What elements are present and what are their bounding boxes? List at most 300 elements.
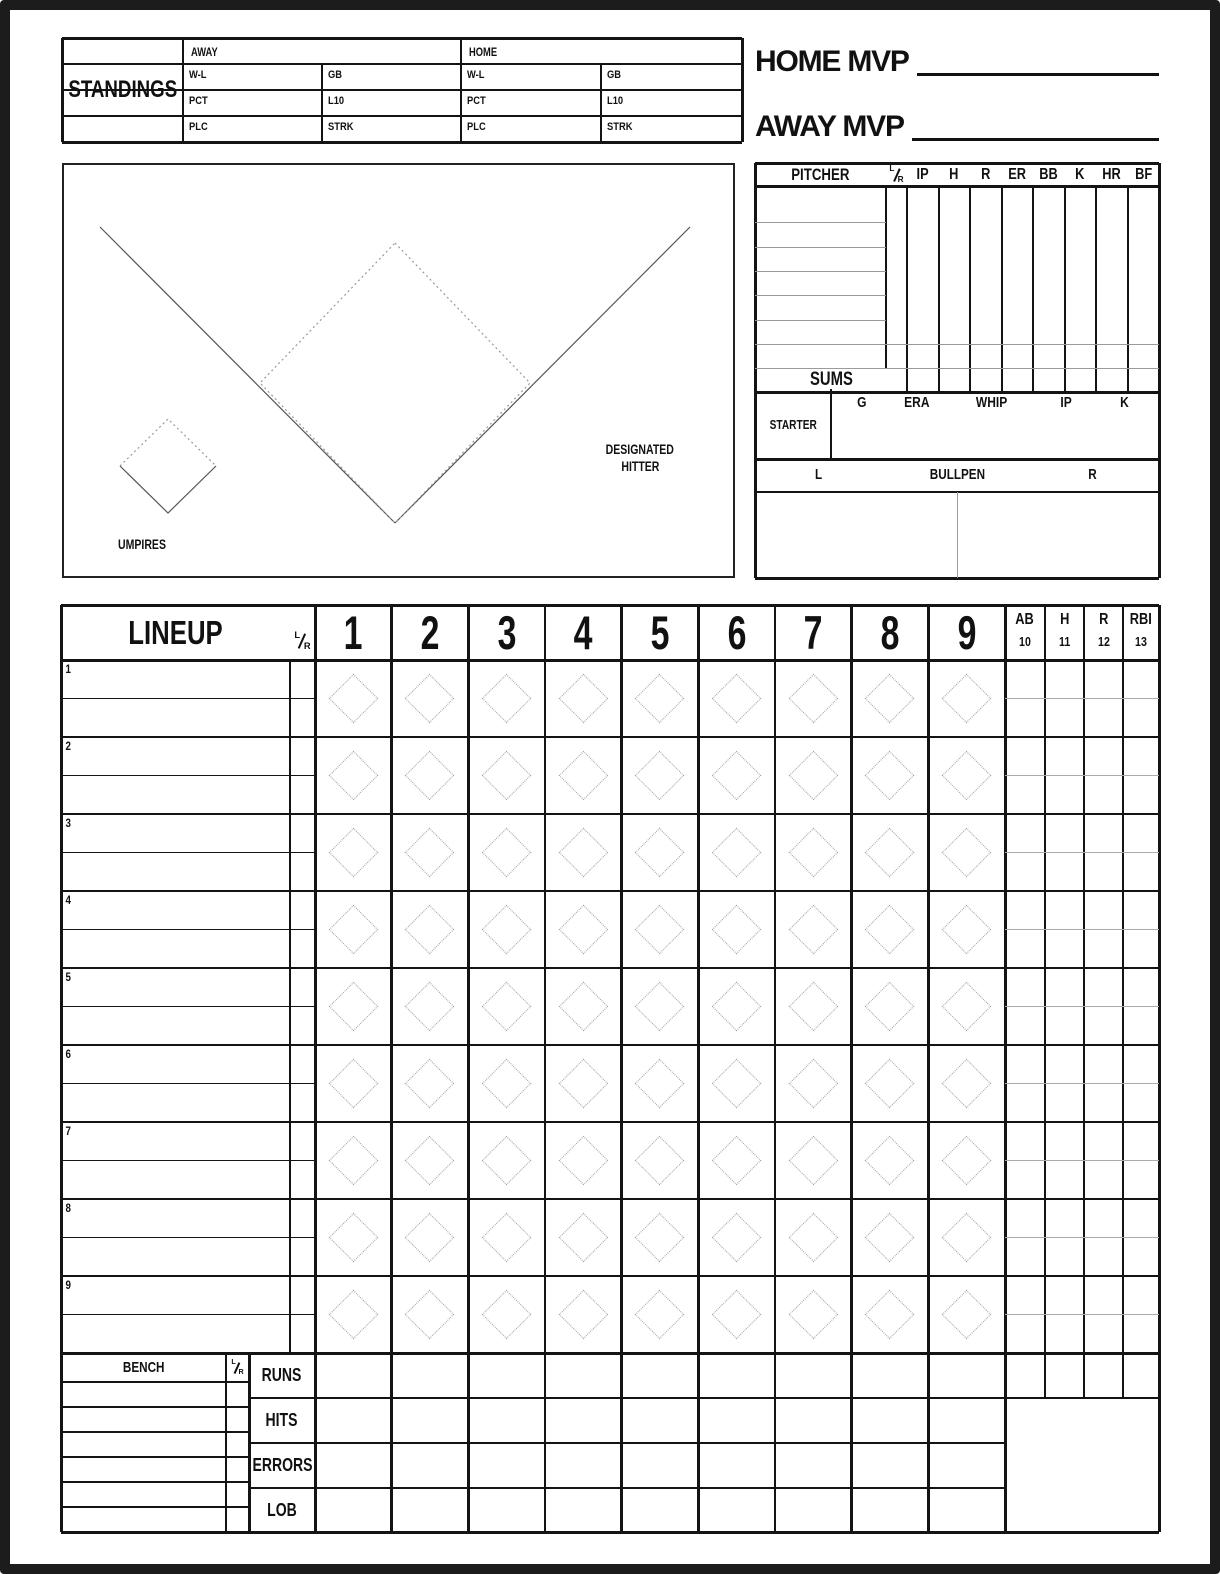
inning-cell[interactable]: [854, 739, 927, 812]
grid-line: [61, 1121, 1159, 1124]
grid-line: [1158, 605, 1161, 1353]
stat-cell-top[interactable]: [1006, 1278, 1044, 1313]
inning-cell[interactable]: [394, 893, 467, 966]
grid-line: [61, 775, 315, 777]
hits-cell[interactable]: [777, 1400, 850, 1441]
player-name-cell[interactable]: [63, 1201, 288, 1236]
stat-cell-top[interactable]: [1006, 970, 1044, 1005]
inning-cell[interactable]: [930, 739, 1003, 812]
lr-cell-bottom[interactable]: [291, 701, 314, 736]
player-name-cell[interactable]: [63, 1124, 288, 1159]
scoring-diamond: [635, 905, 684, 954]
stat-cell-bottom[interactable]: [1085, 1240, 1122, 1275]
stat-cell-bottom[interactable]: [1006, 932, 1044, 967]
inning-cell[interactable]: [930, 1278, 1003, 1351]
inning-cell[interactable]: [930, 1201, 1003, 1274]
lr-cell-bottom[interactable]: [291, 855, 314, 890]
bench-lr-cell[interactable]: [227, 1458, 248, 1481]
stat-cell-bottom[interactable]: [1006, 1086, 1044, 1121]
inning-cell[interactable]: [394, 970, 467, 1043]
lr-cell-bottom[interactable]: [291, 1086, 314, 1121]
inning-cell[interactable]: [624, 816, 697, 889]
bench-row[interactable]: [63, 1458, 224, 1481]
substitute-cell[interactable]: [63, 1240, 288, 1275]
inning-cell[interactable]: [700, 739, 773, 812]
scoring-diamond: [482, 982, 531, 1031]
standings-cell-label-text: GB: [607, 69, 622, 81]
inning-cell[interactable]: [854, 1124, 927, 1197]
stat-cell-top[interactable]: [1085, 816, 1122, 851]
player-name-cell[interactable]: [63, 662, 288, 697]
inning-cell[interactable]: [317, 662, 390, 735]
home-label: HOME: [469, 45, 498, 59]
inning-cell[interactable]: [470, 1124, 543, 1197]
hits-cell[interactable]: [394, 1400, 467, 1441]
bench-row[interactable]: [63, 1508, 224, 1531]
pitcher-lr-column[interactable]: [887, 187, 906, 367]
sums-cell[interactable]: [908, 369, 938, 390]
inning-cell[interactable]: [547, 1201, 620, 1274]
pitcher-stat-column[interactable]: [1066, 187, 1096, 367]
stat-cell-top[interactable]: [1046, 1201, 1083, 1236]
pitcher-stat-column[interactable]: [1003, 187, 1033, 367]
bullpen-left-area[interactable]: [757, 494, 955, 575]
errors-cell[interactable]: [547, 1445, 620, 1486]
pitcher-name-cell[interactable]: [757, 272, 884, 294]
inning-cell[interactable]: [317, 893, 390, 966]
inning-cell[interactable]: [700, 816, 773, 889]
hits-cell[interactable]: [700, 1400, 773, 1441]
inning-cell[interactable]: [317, 816, 390, 889]
stat-cell-bottom[interactable]: [1006, 1317, 1044, 1352]
bench-lr-cell[interactable]: [227, 1483, 248, 1506]
stat-cell-bottom[interactable]: [1046, 1240, 1083, 1275]
stat-cell-top[interactable]: [1124, 893, 1158, 928]
away-mvp-line[interactable]: [912, 104, 1159, 141]
errors-cell[interactable]: [700, 1445, 773, 1486]
stat-cell-bottom[interactable]: [1124, 1317, 1158, 1352]
stat-col-number-text: 13: [1135, 635, 1147, 649]
pitcher-name-cell[interactable]: [757, 321, 884, 344]
inning-cell[interactable]: [547, 816, 620, 889]
runs-cell[interactable]: [777, 1355, 850, 1396]
stat-cell-bottom[interactable]: [1085, 932, 1122, 967]
sums-cell[interactable]: [971, 369, 1001, 390]
stat-total-cell[interactable]: [1124, 1355, 1158, 1396]
substitute-cell[interactable]: [63, 1086, 288, 1121]
hits-cell[interactable]: [930, 1400, 1003, 1441]
stat-total-cell[interactable]: [1006, 1355, 1044, 1396]
lr-cell-top[interactable]: [291, 1278, 314, 1313]
stat-cell-top[interactable]: [1006, 893, 1044, 928]
stat-cell-top[interactable]: [1124, 970, 1158, 1005]
inning-header-text: 9: [957, 606, 977, 659]
inning-cell[interactable]: [317, 1201, 390, 1274]
stat-cell-top[interactable]: [1124, 1278, 1158, 1313]
inning-cell[interactable]: [547, 893, 620, 966]
bench-row[interactable]: [63, 1483, 224, 1506]
sums-cell[interactable]: [1129, 369, 1159, 390]
substitute-cell[interactable]: [63, 778, 288, 813]
scoring-diamond: [789, 828, 838, 877]
stat-cell-bottom[interactable]: [1006, 1240, 1044, 1275]
inning-cell[interactable]: [624, 893, 697, 966]
player-name-cell[interactable]: [63, 816, 288, 851]
lob-cell[interactable]: [624, 1490, 697, 1530]
runs-cell[interactable]: [394, 1355, 467, 1396]
lr-cell-top[interactable]: [291, 662, 314, 697]
hits-cell[interactable]: [317, 1400, 390, 1441]
stat-cell-bottom[interactable]: [1006, 855, 1044, 890]
grid-line: [61, 813, 1159, 816]
runs-cell[interactable]: [624, 1355, 697, 1396]
home-mvp-line[interactable]: [917, 39, 1159, 76]
inning-cell[interactable]: [624, 1201, 697, 1274]
bench-lr-cell[interactable]: [227, 1433, 248, 1456]
sums-cell[interactable]: [1097, 369, 1127, 390]
stat-cell-top[interactable]: [1124, 739, 1158, 774]
inning-cell[interactable]: [547, 739, 620, 812]
inning-cell[interactable]: [317, 1047, 390, 1120]
lr-cell-top[interactable]: [291, 816, 314, 851]
batter-number-text: 9: [65, 1280, 71, 1292]
pitcher-name-cell[interactable]: [757, 346, 884, 368]
stat-cell-bottom[interactable]: [1124, 778, 1158, 813]
lob-cell[interactable]: [777, 1490, 850, 1530]
grid-line: [314, 605, 317, 1353]
bench-row[interactable]: [63, 1433, 224, 1456]
stat-cell-top[interactable]: [1006, 1124, 1044, 1159]
stat-cell-top[interactable]: [1085, 1124, 1122, 1159]
inning-cell[interactable]: [777, 739, 850, 812]
lob-cell[interactable]: [930, 1490, 1003, 1530]
inning-cell[interactable]: [854, 970, 927, 1043]
pitcher-name-cell[interactable]: [757, 296, 884, 319]
stat-cell-bottom[interactable]: [1085, 1086, 1122, 1121]
stat-cell-top[interactable]: [1124, 1047, 1158, 1082]
stat-cell-bottom[interactable]: [1046, 855, 1083, 890]
inning-cell[interactable]: [394, 1047, 467, 1120]
inning-cell[interactable]: [700, 1278, 773, 1351]
stat-cell-bottom[interactable]: [1085, 855, 1122, 890]
inning-cell[interactable]: [470, 816, 543, 889]
inning-cell[interactable]: [700, 1124, 773, 1197]
inning-cell[interactable]: [624, 1278, 697, 1351]
substitute-cell[interactable]: [63, 1163, 288, 1198]
inning-cell[interactable]: [394, 816, 467, 889]
starter-stats-area[interactable]: [833, 413, 1157, 456]
runs-cell[interactable]: [930, 1355, 1003, 1396]
pitcher-name-cell[interactable]: [757, 223, 884, 246]
lob-cell[interactable]: [394, 1490, 467, 1530]
stat-cell-bottom[interactable]: [1124, 855, 1158, 890]
grid-line: [1083, 1353, 1085, 1398]
inning-cell[interactable]: [777, 1124, 850, 1197]
hits-cell[interactable]: [547, 1400, 620, 1441]
stat-cell-top[interactable]: [1046, 816, 1083, 851]
sums-cell[interactable]: [1066, 369, 1096, 390]
pitcher-stat-column[interactable]: [1129, 187, 1159, 367]
inning-cell[interactable]: [547, 970, 620, 1043]
stat-cell-bottom[interactable]: [1085, 701, 1122, 736]
inning-header: [852, 605, 929, 660]
stat-cell-bottom[interactable]: [1046, 1163, 1083, 1198]
stat-cell-top[interactable]: [1006, 1047, 1044, 1082]
stat-cell-top[interactable]: [1046, 739, 1083, 774]
hits-cell[interactable]: [470, 1400, 543, 1441]
stat-cell-top[interactable]: [1006, 816, 1044, 851]
substitute-cell[interactable]: [63, 932, 288, 967]
inning-cell[interactable]: [930, 1124, 1003, 1197]
scoring-diamond: [405, 828, 454, 877]
inning-cell[interactable]: [854, 1278, 927, 1351]
inning-cell[interactable]: [470, 1278, 543, 1351]
player-name-cell[interactable]: [63, 970, 288, 1005]
standings-home-header: [469, 43, 505, 61]
substitute-cell[interactable]: [63, 1009, 288, 1044]
lob-cell[interactable]: [470, 1490, 543, 1530]
stat-cell-top[interactable]: [1006, 662, 1044, 697]
stat-cell-top[interactable]: [1124, 816, 1158, 851]
lr-cell-bottom[interactable]: [291, 932, 314, 967]
pitcher-name-cell[interactable]: [757, 187, 884, 221]
stat-cell-bottom[interactable]: [1046, 1009, 1083, 1044]
bench-lr-cell[interactable]: [227, 1383, 248, 1406]
lr-cell-bottom[interactable]: [291, 1240, 314, 1275]
inning-cell[interactable]: [777, 893, 850, 966]
stat-cell-bottom[interactable]: [1046, 1086, 1083, 1121]
inning-cell[interactable]: [777, 662, 850, 735]
stat-cell-top[interactable]: [1085, 1047, 1122, 1082]
inning-cell[interactable]: [930, 816, 1003, 889]
errors-cell[interactable]: [394, 1445, 467, 1486]
stat-cell-bottom[interactable]: [1085, 1009, 1122, 1044]
inning-cell[interactable]: [470, 1201, 543, 1274]
inning-cell[interactable]: [547, 1278, 620, 1351]
runs-cell[interactable]: [854, 1355, 927, 1396]
inning-cell[interactable]: [930, 1047, 1003, 1120]
inning-cell[interactable]: [777, 970, 850, 1043]
inning-cell[interactable]: [777, 816, 850, 889]
stat-cell-bottom[interactable]: [1046, 778, 1083, 813]
inning-cell[interactable]: [470, 893, 543, 966]
lr-cell-top[interactable]: [291, 1047, 314, 1082]
inning-cell[interactable]: [930, 662, 1003, 735]
pitcher-stat-column[interactable]: [940, 187, 970, 367]
inning-cell[interactable]: [777, 1047, 850, 1120]
inning-cell[interactable]: [317, 1124, 390, 1197]
stat-cell-top[interactable]: [1046, 893, 1083, 928]
bench-row[interactable]: [63, 1408, 224, 1431]
stat-cell-bottom[interactable]: [1006, 1163, 1044, 1198]
lr-cell-top[interactable]: [291, 1201, 314, 1236]
stat-cell-top[interactable]: [1046, 1047, 1083, 1082]
inning-cell[interactable]: [547, 1047, 620, 1120]
sums-cell[interactable]: [940, 369, 970, 390]
inning-cell[interactable]: [854, 1047, 927, 1120]
sums-cell[interactable]: [1034, 369, 1064, 390]
errors-cell[interactable]: [624, 1445, 697, 1486]
bench-row[interactable]: [63, 1383, 224, 1406]
errors-cell[interactable]: [317, 1445, 390, 1486]
stat-cell-bottom[interactable]: [1124, 701, 1158, 736]
stat-cell-bottom[interactable]: [1124, 1009, 1158, 1044]
inning-cell[interactable]: [854, 816, 927, 889]
stats-summary-box[interactable]: [1007, 1400, 1157, 1530]
lr-cell-top[interactable]: [291, 1124, 314, 1159]
stat-cell-bottom[interactable]: [1124, 1240, 1158, 1275]
stat-cell-top[interactable]: [1124, 1124, 1158, 1159]
stat-cell-top[interactable]: [1046, 662, 1083, 697]
pitcher-stat-column[interactable]: [1034, 187, 1064, 367]
runs-cell[interactable]: [317, 1355, 390, 1396]
stat-cell-top[interactable]: [1046, 970, 1083, 1005]
inning-cell[interactable]: [624, 1047, 697, 1120]
pitcher-stat-column[interactable]: [908, 187, 938, 367]
stat-cell-top[interactable]: [1006, 739, 1044, 774]
lr-cell-bottom[interactable]: [291, 778, 314, 813]
hits-cell[interactable]: [854, 1400, 927, 1441]
stat-cell-top[interactable]: [1006, 1201, 1044, 1236]
lob-cell[interactable]: [700, 1490, 773, 1530]
pitcher-stat-column[interactable]: [971, 187, 1001, 367]
inning-cell[interactable]: [394, 1124, 467, 1197]
stat-col-number: [1123, 631, 1159, 653]
lr-cell-top[interactable]: [291, 970, 314, 1005]
stat-cell-top[interactable]: [1085, 893, 1122, 928]
stat-cell-top[interactable]: [1085, 1201, 1122, 1236]
stat-cell-top[interactable]: [1124, 662, 1158, 697]
inning-cell[interactable]: [394, 1278, 467, 1351]
stat-cell-top[interactable]: [1085, 970, 1122, 1005]
stat-cell-top[interactable]: [1046, 1124, 1083, 1159]
errors-cell[interactable]: [470, 1445, 543, 1486]
inning-cell[interactable]: [394, 1201, 467, 1274]
stat-cell-bottom[interactable]: [1006, 1009, 1044, 1044]
substitute-cell[interactable]: [63, 1317, 288, 1352]
stat-cell-bottom[interactable]: [1046, 701, 1083, 736]
pitcher-stat-header: [939, 163, 971, 186]
inning-cell[interactable]: [317, 970, 390, 1043]
lr-cell-bottom[interactable]: [291, 1009, 314, 1044]
inning-cell[interactable]: [394, 739, 467, 812]
lob-cell[interactable]: [547, 1490, 620, 1530]
player-name-cell[interactable]: [63, 893, 288, 928]
stat-cell-bottom[interactable]: [1124, 1086, 1158, 1121]
errors-cell[interactable]: [930, 1445, 1003, 1486]
inning-cell[interactable]: [777, 1278, 850, 1351]
inning-cell[interactable]: [624, 662, 697, 735]
standings-cell-label: [467, 67, 527, 83]
stat-cell-bottom[interactable]: [1124, 1163, 1158, 1198]
inning-cell[interactable]: [624, 739, 697, 812]
stat-cell-top[interactable]: [1085, 662, 1122, 697]
inning-cell[interactable]: [317, 739, 390, 812]
stat-cell-bottom[interactable]: [1124, 932, 1158, 967]
inning-cell[interactable]: [854, 1201, 927, 1274]
bullpen-right-area[interactable]: [959, 494, 1157, 575]
inning-cell[interactable]: [624, 970, 697, 1043]
stat-total-cell[interactable]: [1085, 1355, 1122, 1396]
starter-stat-header: [1094, 392, 1154, 412]
stat-cell-bottom[interactable]: [1046, 932, 1083, 967]
totals-row-label-text: LOB: [267, 1499, 297, 1520]
bench-lr-cell[interactable]: [227, 1508, 248, 1531]
substitute-cell[interactable]: [63, 701, 288, 736]
stat-cell-bottom[interactable]: [1085, 1163, 1122, 1198]
scoring-diamond: [865, 674, 914, 723]
stat-cell-top[interactable]: [1124, 1201, 1158, 1236]
pitcher-stat-column[interactable]: [1097, 187, 1127, 367]
lob-cell[interactable]: [317, 1490, 390, 1530]
runs-cell[interactable]: [470, 1355, 543, 1396]
grid-line: [1158, 456, 1161, 578]
stat-total-cell[interactable]: [1046, 1355, 1083, 1396]
player-name-cell[interactable]: [63, 1047, 288, 1082]
lr-cell-top[interactable]: [291, 739, 314, 774]
inning-cell[interactable]: [547, 662, 620, 735]
inning-cell[interactable]: [700, 893, 773, 966]
lr-cell-top[interactable]: [291, 893, 314, 928]
inning-cell[interactable]: [777, 1201, 850, 1274]
inning-cell[interactable]: [470, 739, 543, 812]
stat-cell-bottom[interactable]: [1046, 1317, 1083, 1352]
player-name-cell[interactable]: [63, 1278, 288, 1313]
substitute-cell[interactable]: [63, 855, 288, 890]
inning-header: [775, 605, 852, 660]
scoring-diamond: [712, 905, 761, 954]
bench-lr-cell[interactable]: [227, 1408, 248, 1431]
inning-cell[interactable]: [700, 970, 773, 1043]
inning-cell[interactable]: [930, 893, 1003, 966]
stat-cell-bottom[interactable]: [1085, 778, 1122, 813]
runs-cell[interactable]: [547, 1355, 620, 1396]
inning-cell[interactable]: [470, 662, 543, 735]
inning-cell[interactable]: [700, 1047, 773, 1120]
player-name-cell[interactable]: [63, 739, 288, 774]
inning-cell[interactable]: [470, 970, 543, 1043]
grid-line: [249, 1487, 1005, 1490]
lr-cell-bottom[interactable]: [291, 1163, 314, 1198]
stat-cell-top[interactable]: [1085, 739, 1122, 774]
inning-cell[interactable]: [547, 1124, 620, 1197]
inning-cell[interactable]: [930, 970, 1003, 1043]
inning-cell[interactable]: [394, 662, 467, 735]
errors-cell[interactable]: [777, 1445, 850, 1486]
errors-cell[interactable]: [854, 1445, 927, 1486]
stat-cell-bottom[interactable]: [1085, 1317, 1122, 1352]
sums-cell[interactable]: [1003, 369, 1033, 390]
stat-col-abbr-text: AB: [1015, 611, 1035, 628]
runs-cell[interactable]: [700, 1355, 773, 1396]
stat-cell-bottom[interactable]: [1006, 701, 1044, 736]
stat-cell-bottom[interactable]: [1006, 778, 1044, 813]
lob-cell[interactable]: [854, 1490, 927, 1530]
stat-cell-top[interactable]: [1046, 1278, 1083, 1313]
scoring-diamond: [329, 1136, 378, 1185]
inning-cell[interactable]: [854, 662, 927, 735]
inning-cell[interactable]: [317, 1278, 390, 1351]
inning-cell[interactable]: [700, 1201, 773, 1274]
stat-cell-top[interactable]: [1085, 1278, 1122, 1313]
inning-cell[interactable]: [624, 1124, 697, 1197]
pitcher-name-cell[interactable]: [757, 248, 884, 270]
inning-cell[interactable]: [470, 1047, 543, 1120]
inning-cell[interactable]: [700, 662, 773, 735]
hits-cell[interactable]: [624, 1400, 697, 1441]
inning-cell[interactable]: [854, 893, 927, 966]
lr-cell-bottom[interactable]: [291, 1317, 314, 1352]
